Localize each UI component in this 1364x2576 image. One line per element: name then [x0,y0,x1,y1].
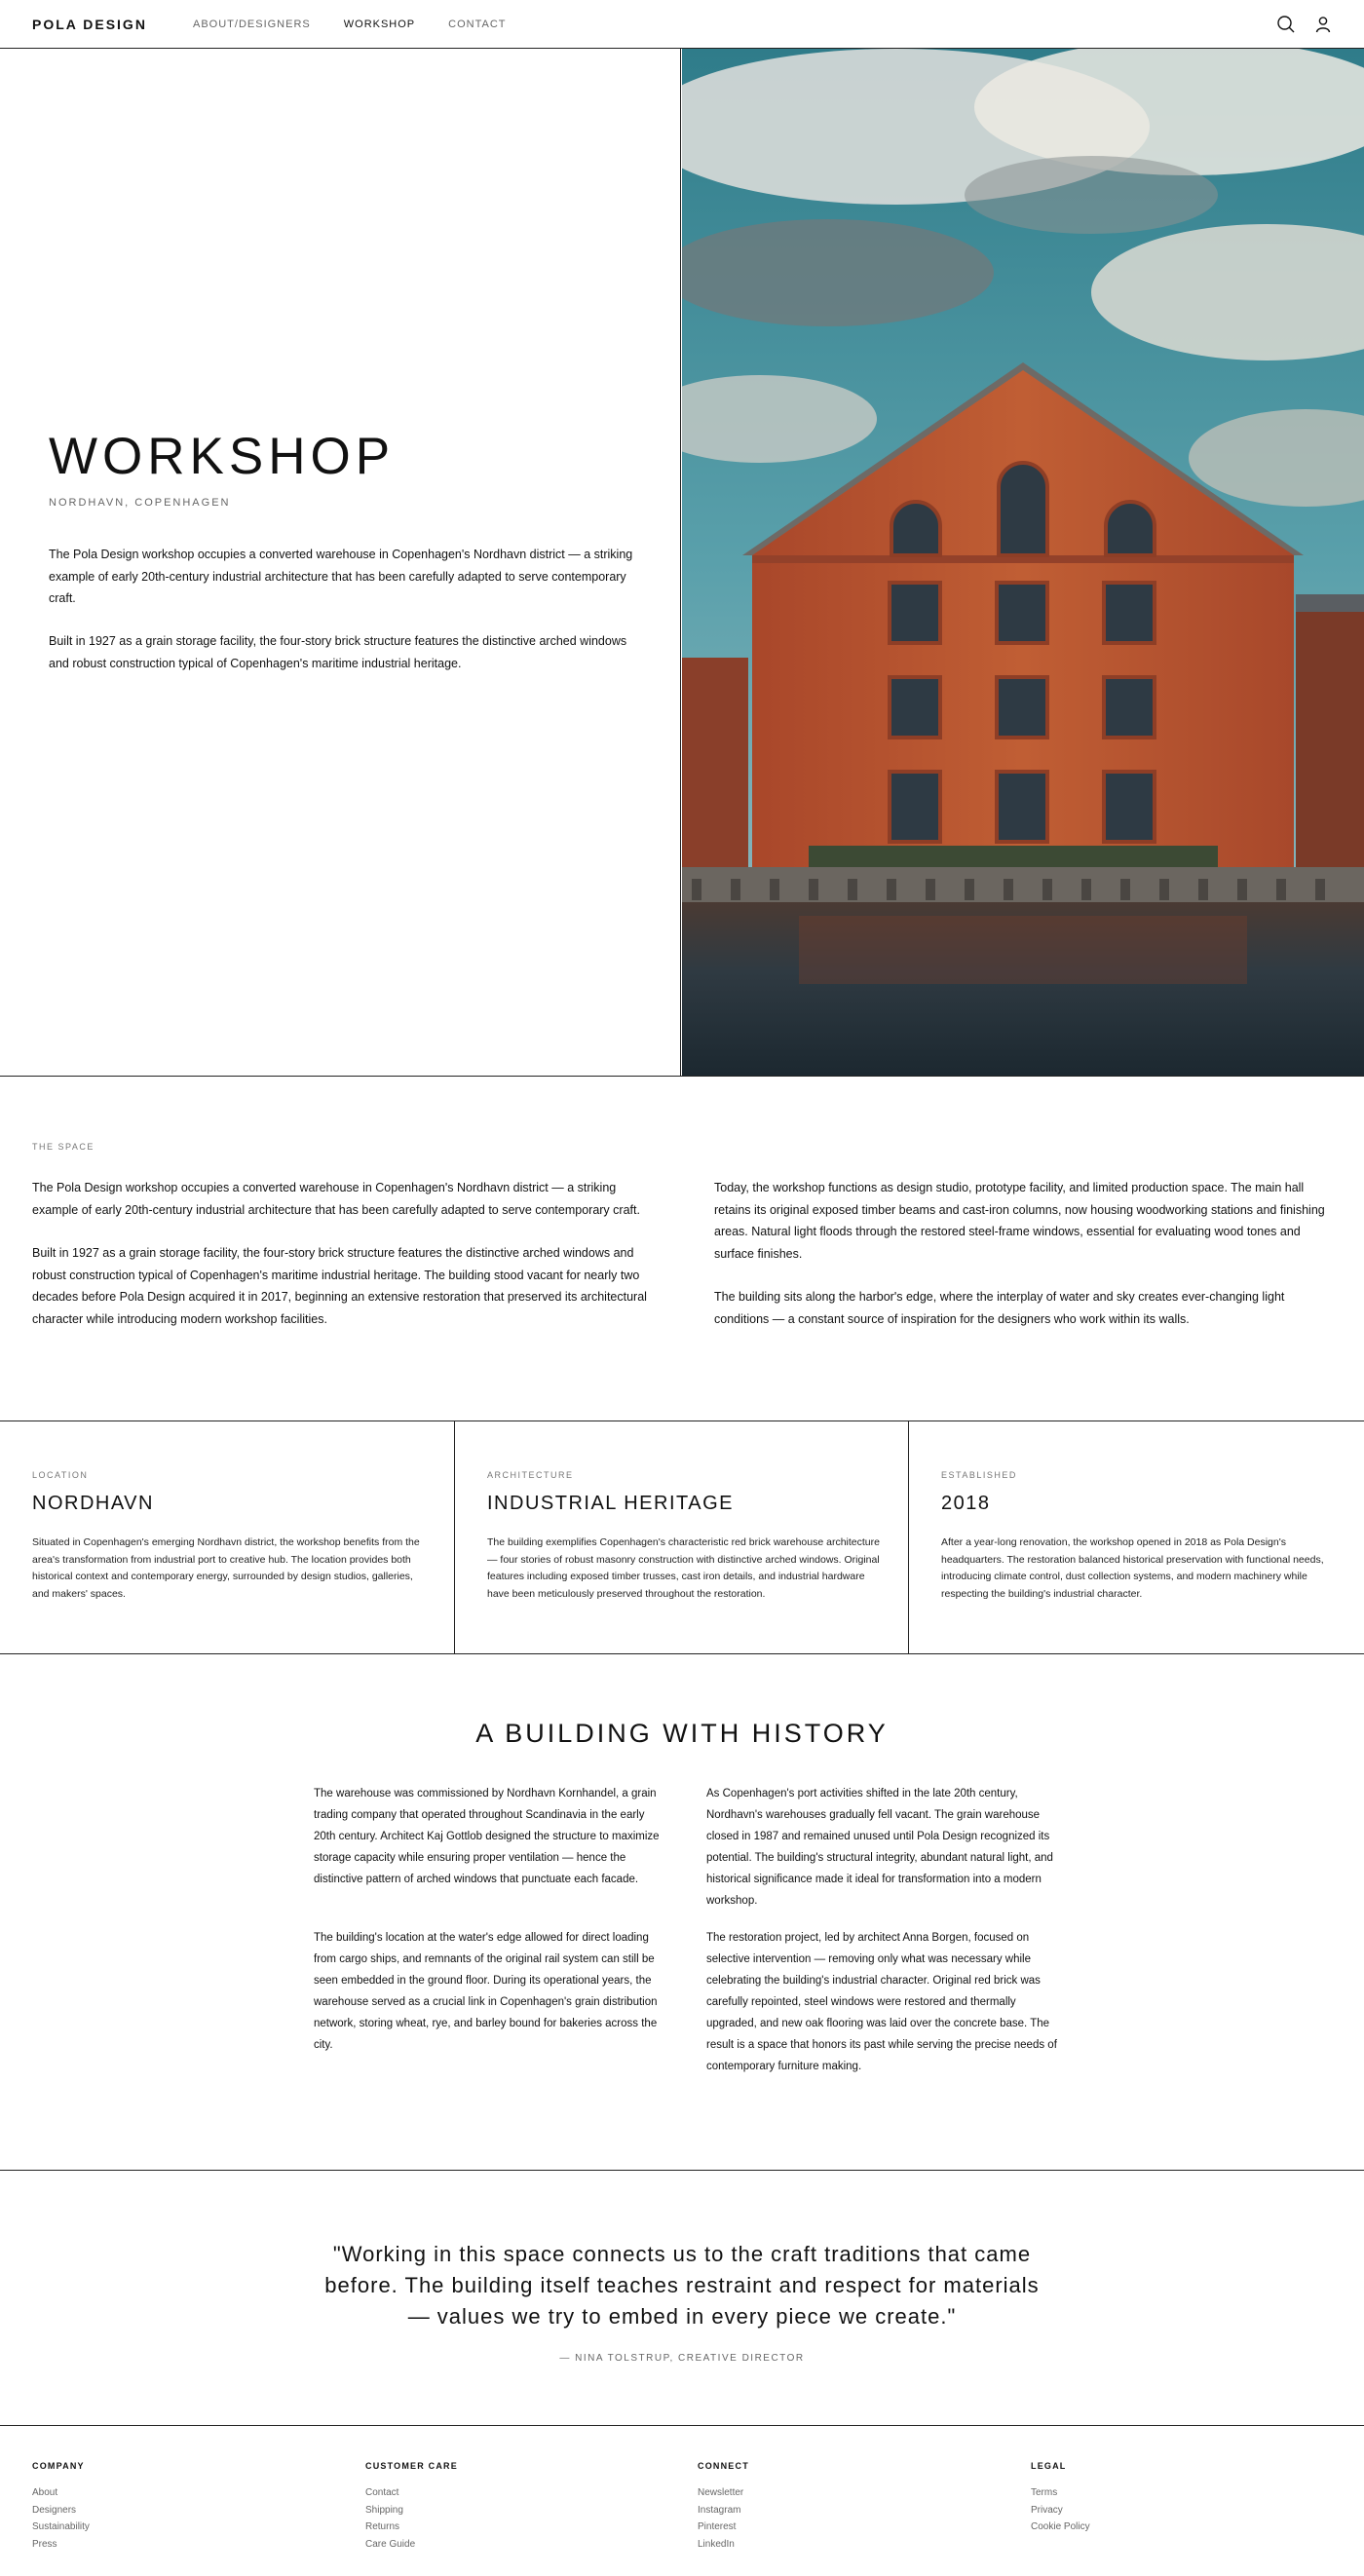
fact-text: Situated in Copenhagen's emerging Nordhavn district, the workshop benefits from the area's transformation from industrial port to creative hub. The location provides both historical context and contemporary energy, surrounded by design studios, galleries, and makers' spaces. [32,1536,420,1600]
warehouse-photo [682,49,1364,1076]
footer-heading: COMPANY [32,2461,85,2471]
nav-workshop[interactable]: WORKSHOP [343,19,416,30]
header-actions [1276,15,1333,34]
fact-location [0,1421,455,1653]
footer-link-terms[interactable]: Terms [1031,2487,1058,2498]
history-left-paragraph-1: The warehouse was commissioned by Nordhavn Kornhandel, a grain trading company that operated throughout Scandinavia in the early 20th century. Architect Kaj Gottlob designed the structure to maximize storage capacity while ensuring proper ventilation — hence the distinctive pattern of arched windows that punctuate each facade. [314,1788,660,1885]
site-header [0,0,1364,49]
history-title: A BUILDING WITH HISTORY [475,1719,889,1748]
fact-label: ARCHITECTURE [487,1470,574,1480]
user-icon[interactable] [1313,15,1333,34]
footer-link-shipping[interactable]: Shipping [365,2504,403,2516]
footer-link-press[interactable]: Press [32,2538,57,2550]
fact-architecture [455,1421,909,1653]
page-subtitle: NORDHAVN, COPENHAGEN [49,497,231,509]
footer-link-cookie-policy[interactable]: Cookie Policy [1031,2521,1090,2532]
footer-column-company [32,2461,90,2553]
footer-heading: CONNECT [698,2461,749,2471]
page-title: WORKSHOP [49,428,396,485]
footer-link-instagram[interactable]: Instagram [698,2504,741,2516]
footer-link-contact[interactable]: Contact [365,2487,399,2498]
pull-quote: "Working in this space connects us to the craft traditions that came before. The building itself teaches restraint and respect for materials — values we try to embed in every piece we create." [324,2242,1040,2329]
space-left-paragraph-2: Built in 1927 as a grain storage facility, the four-story brick structure features the distinctive arched windows and robust construction typical of Copenhagen's maritime industrial heritage. The building stood vacant for nearly two decades before Pola Design acquired it in 2017, beginning an extensive restoration that preserved its architectural character while introducing modern workshop facilities. [32,1246,647,1326]
nav-contact[interactable]: CONTACT [448,19,507,30]
the-space-section [0,1077,1364,1421]
search-icon[interactable] [1276,15,1296,34]
footer-column-customer-care [365,2461,458,2553]
hero-section [0,49,1364,1077]
fact-established [909,1421,1364,1653]
quote-section [0,2171,1364,2426]
history-section [0,1654,1364,2171]
footer-link-returns[interactable]: Returns [365,2521,400,2532]
history-right-paragraph-2: The restoration project, led by architect Anna Borgen, focused on selective intervention — removing only what was necessary while celebrating the building's industrial character. Original red brick was carefully repointed, steel windows were restored and thermally upgraded, and new oak flooring was laid over the concrete base. The result is a space that honors its past while serving the precise needs of contemporary furniture making. [706,1932,1057,2072]
nav-about-designers[interactable]: ABOUT/DESIGNERS [193,19,311,30]
hero-text-panel [0,49,681,1076]
fact-text: The building exemplifies Copenhagen's characteristic red brick warehouse architecture — four stories of robust masonry construction with distinctive arched windows. Original features including exposed timber trusses, cast iron details, and industrial hardware have been meticulously preserved throughout the restoration. [487,1536,880,1600]
section-label: THE SPACE [32,1142,95,1152]
fact-text: After a year-long renovation, the workshop opened in 2018 as Pola Design's headquarters. The restoration balanced historical preservation with functional needs, introducing climate control, dust collection systems, and modern machinery while respecting the building's industrial character. [941,1536,1324,1600]
footer-link-sustainability[interactable]: Sustainability [32,2521,90,2532]
footer-link-designers[interactable]: Designers [32,2504,77,2516]
footer-link-pinterest[interactable]: Pinterest [698,2521,737,2532]
quote-attribution: — NINA TOLSTRUP, CREATIVE DIRECTOR [559,2353,805,2364]
facts-section [0,1421,1364,1654]
footer-link-newsletter[interactable]: Newsletter [698,2487,744,2498]
footer-heading: LEGAL [1031,2461,1067,2471]
history-right-paragraph-1: As Copenhagen's port activities shifted in the late 20th century, Nordhavn's warehouses gradually fell vacant. The grain warehouse closed in 1987 and remained unused until Pola Design recognized its potential. The building's structural integrity, abundant natural light, and historical significance made it ideal for transformation into a modern workshop. [706,1788,1053,1907]
footer-heading: CUSTOMER CARE [365,2461,458,2471]
footer-link-about[interactable]: About [32,2487,58,2498]
footer-link-care-guide[interactable]: Care Guide [365,2538,416,2550]
fact-title: NORDHAVN [32,1493,154,1514]
space-left-paragraph-1: The Pola Design workshop occupies a converted warehouse in Copenhagen's Nordhavn district — a striking example of early 20th-century industrial architecture that has been carefully adapted to serve contemporary craft. [32,1181,640,1217]
footer-column-legal [1031,2461,1090,2536]
fact-title: 2018 [941,1493,991,1514]
history-left-paragraph-2: The building's location at the water's edge allowed for direct loading from cargo ships, and remnants of the original rail system can still be seen embedded in the ground floor. During its operational years, the warehouse served as a crucial link in Copenhagen's grain distribution network, storing wheat, rye, and barley bound for bakeries across the city. [314,1932,658,2051]
site-footer [0,2426,1364,2576]
footer-link-privacy[interactable]: Privacy [1031,2504,1063,2516]
hero-paragraph-1: The Pola Design workshop occupies a converted warehouse in Copenhagen's Nordhavn district — a striking example of early 20th-century industrial architecture that has been carefully adapted to serve contemporary craft. [49,548,633,605]
footer-column-connect [698,2461,749,2553]
main-nav [193,19,507,30]
footer-link-linkedin[interactable]: LinkedIn [698,2538,735,2550]
site-logo[interactable]: POLA DESIGN [32,17,147,32]
fact-title: INDUSTRIAL HERITAGE [487,1493,734,1514]
space-right-paragraph-1: Today, the workshop functions as design studio, prototype facility, and limited production space. The main hall retains its original exposed timber beams and cast-iron columns, now housing woodworking stations and finishing areas. Natural light floods through the restored steel-frame windows, essential for evaluating wood tones and surface finishes. [714,1181,1325,1261]
space-right-paragraph-2: The building sits along the harbor's edge, where the interplay of water and sky creates ever-changing light conditions — a constant source of inspiration for the designers who work within its walls. [714,1290,1285,1326]
hero-paragraph-2: Built in 1927 as a grain storage facility, the four-story brick structure features the distinctive arched windows and robust construction typical of Copenhagen's maritime industrial heritage. [49,634,627,670]
fact-label: LOCATION [32,1470,89,1480]
fact-label: ESTABLISHED [941,1470,1017,1480]
